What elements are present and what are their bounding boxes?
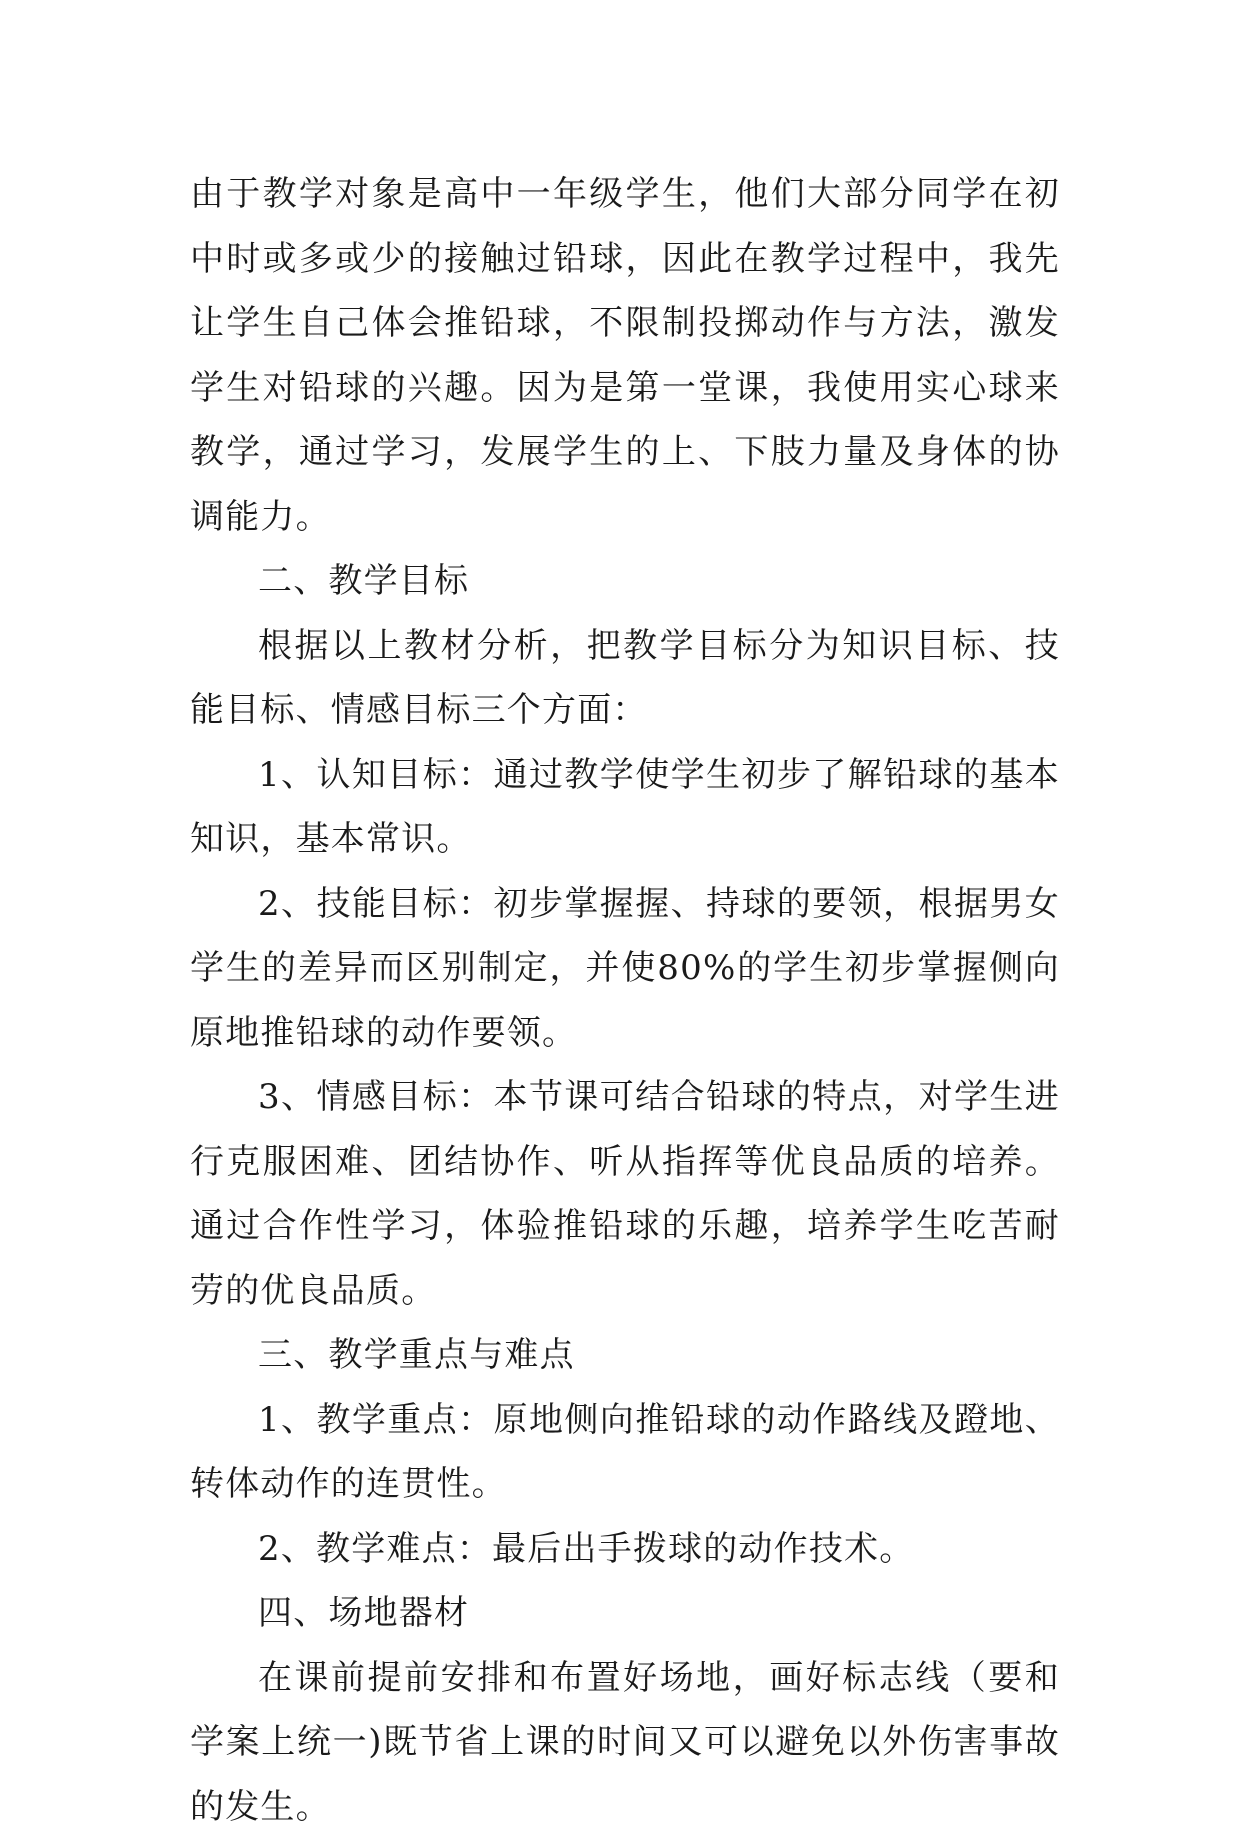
document-body <box>190 162 1060 1839</box>
section-heading-equipment: 四、场地器材 <box>190 1581 1060 1646</box>
list-item-difficult-point: 2、教学难点：最后出手拨球的动作技术。 <box>190 1517 1060 1582</box>
list-item-cognitive-goal: 1、认知目标：通过教学使学生初步了解铅球的基本知识，基本常识。 <box>190 743 1060 872</box>
paragraph-objectives-intro: 根据以上教材分析，把教学目标分为知识目标、技能目标、情感目标三个方面： <box>190 614 1060 743</box>
paragraph-intro: 由于教学对象是高中一年级学生，他们大部分同学在初中时或多或少的接触过铅球，因此在教学过程中，我先让学生自己体会推铅球，不限制投掷动作与方法，激发学生对铅球的兴趣。因为是第一堂课，我使用实心球来教学，通过学习，发展学生的上、下肢力量及身体的协调能力。 <box>190 162 1060 549</box>
section-heading-key-points: 三、教学重点与难点 <box>190 1323 1060 1388</box>
list-item-affective-goal: 3、情感目标：本节课可结合铅球的特点，对学生进行克服困难、团结协作、听从指挥等优良品质的培养。通过合作性学习，体验推铅球的乐趣，培养学生吃苦耐劳的优良品质。 <box>190 1065 1060 1323</box>
paragraph-equipment: 在课前提前安排和布置好场地，画好标志线（要和学案上统一)既节省上课的时间又可以避免以外伤害事故的发生。 <box>190 1646 1060 1839</box>
list-item-skill-goal: 2、技能目标：初步掌握握、持球的要领，根据男女学生的差异而区别制定，并使80%的学生初步掌握侧向原地推铅球的动作要领。 <box>190 872 1060 1066</box>
section-heading-objectives: 二、教学目标 <box>190 549 1060 614</box>
list-item-key-point: 1、教学重点：原地侧向推铅球的动作路线及蹬地、转体动作的连贯性。 <box>190 1388 1060 1517</box>
